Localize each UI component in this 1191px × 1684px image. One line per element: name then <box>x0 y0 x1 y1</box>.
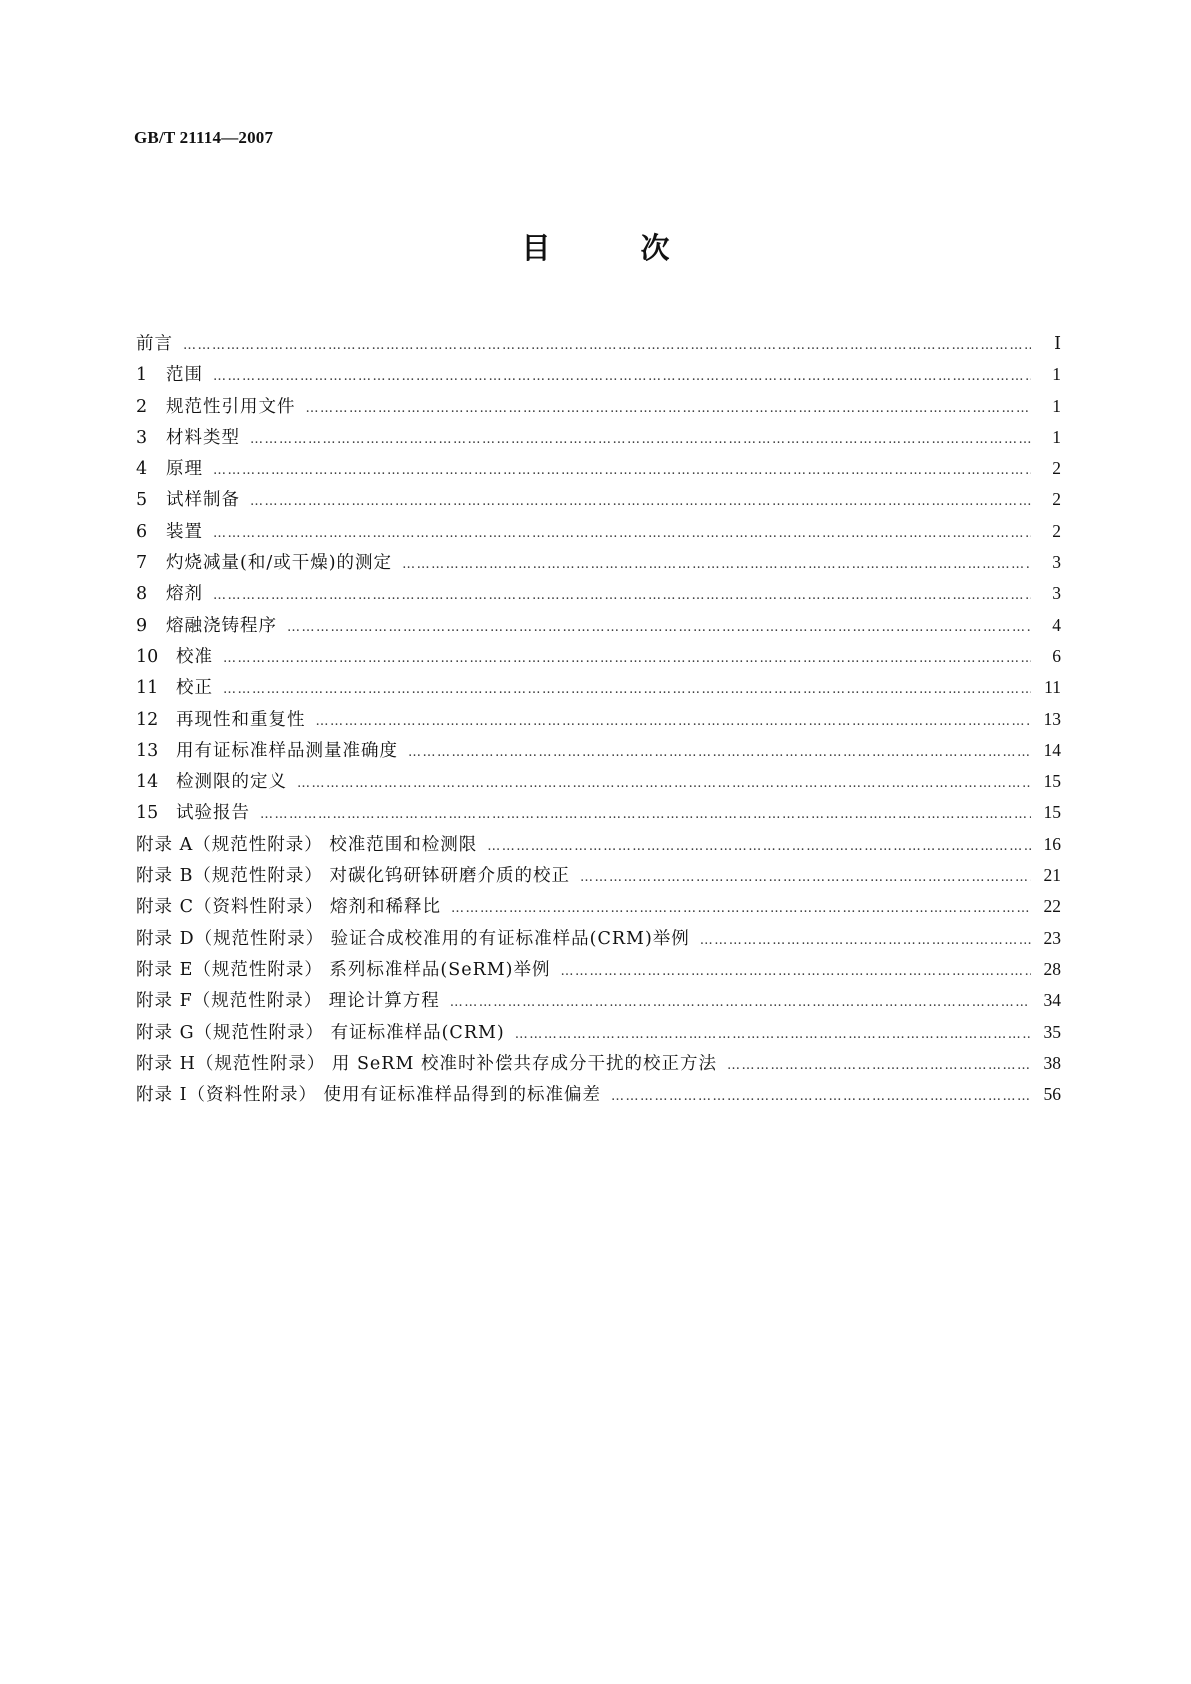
toc-entry[interactable] <box>136 1050 1061 1081</box>
toc-entry-number: 13 <box>136 740 159 761</box>
toc-entry-page: 23 <box>1043 927 1061 948</box>
toc-entry[interactable] <box>136 612 1061 643</box>
table-of-contents <box>136 330 1061 1112</box>
toc-entry-label <box>136 393 296 418</box>
toc-entry-text: 用有证标准样品测量准确度 <box>176 740 398 761</box>
toc-entry-number: 3 <box>136 427 148 448</box>
toc-entry[interactable] <box>136 893 1061 924</box>
toc-entry-text: 前言 <box>136 334 173 354</box>
toc-entry-label <box>136 831 477 856</box>
toc-entry-page: 11 <box>1044 677 1061 698</box>
toc-leader-dots <box>213 463 1031 478</box>
toc-entry-text: 灼烧减量(和/或干燥)的测定 <box>166 553 393 574</box>
toc-entry-label <box>136 549 392 574</box>
toc-entry-page: 15 <box>1043 771 1061 792</box>
toc-leader-dots <box>213 588 1031 603</box>
toc-entry-text: 试样制备 <box>166 490 240 511</box>
standard-code: GB/T 21114—2007 <box>134 128 274 147</box>
toc-entry-label <box>136 893 441 918</box>
toc-entry[interactable] <box>136 393 1061 424</box>
toc-entry-page: 16 <box>1043 833 1061 854</box>
toc-entry-label <box>136 706 306 731</box>
toc-entry-text: 范围 <box>166 365 203 386</box>
toc-entry-text: 附录 A（规范性附录） 校准范围和检测限 <box>136 834 478 855</box>
toc-entry[interactable] <box>136 518 1061 549</box>
toc-entry-label <box>136 799 250 824</box>
toc-entry[interactable] <box>136 424 1061 455</box>
toc-entry-page: 1 <box>1052 395 1061 416</box>
toc-entry-number: 9 <box>136 615 148 636</box>
toc-entry[interactable] <box>136 330 1061 361</box>
toc-entry-label <box>136 1050 717 1075</box>
toc-entry-label <box>136 424 240 449</box>
toc-entry-page: 38 <box>1043 1052 1061 1073</box>
toc-entry-page: 28 <box>1043 958 1061 979</box>
toc-entry-number: 2 <box>136 396 148 417</box>
toc-entry[interactable] <box>136 1019 1061 1050</box>
toc-entry-text: 规范性引用文件 <box>166 396 296 417</box>
toc-entry[interactable] <box>136 674 1061 705</box>
toc-entry-label <box>136 643 213 668</box>
toc-entry[interactable] <box>136 956 1061 987</box>
toc-entry[interactable] <box>136 486 1061 517</box>
toc-entry-page: 22 <box>1043 896 1061 917</box>
toc-entry-label <box>136 580 203 605</box>
toc-entry-number: 8 <box>136 584 148 605</box>
toc-entry[interactable] <box>136 1081 1061 1112</box>
toc-leader-dots <box>700 933 1031 948</box>
toc-leader-dots <box>487 839 1031 854</box>
toc-leader-dots <box>223 651 1031 666</box>
toc-entry-label <box>136 737 398 762</box>
toc-entry-text: 装置 <box>166 521 203 542</box>
toc-entry-page: 3 <box>1052 583 1061 604</box>
toc-entry[interactable] <box>136 549 1061 580</box>
toc-entry-number: 4 <box>136 459 148 480</box>
toc-leader-dots <box>316 714 1032 729</box>
toc-entry-number: 10 <box>136 646 159 667</box>
toc-leader-dots <box>408 745 1031 760</box>
toc-leader-dots <box>213 369 1031 384</box>
toc-entry-page: 15 <box>1043 802 1061 823</box>
toc-leader-dots <box>223 682 1031 697</box>
toc-entry-page: 2 <box>1052 489 1061 510</box>
toc-entry[interactable] <box>136 580 1061 611</box>
toc-entry-text: 材料类型 <box>166 427 240 448</box>
toc-entry-number: 7 <box>136 553 148 574</box>
toc-entry-label <box>136 330 173 355</box>
toc-entry-number: 6 <box>136 521 148 542</box>
toc-entry[interactable] <box>136 862 1061 893</box>
toc-entry-page: 35 <box>1043 1021 1061 1042</box>
toc-entry-number: 5 <box>136 490 148 511</box>
toc-entry-page: 2 <box>1052 520 1061 541</box>
toc-entry-label <box>136 486 240 511</box>
toc-entry-page: 34 <box>1043 990 1061 1011</box>
toc-entry-page: 1 <box>1052 426 1061 447</box>
toc-leader-dots <box>250 432 1031 447</box>
toc-entry-text: 校正 <box>176 678 213 699</box>
toc-leader-dots <box>561 964 1032 979</box>
toc-entry-text: 校准 <box>176 646 213 667</box>
toc-entry-text: 附录 D（规范性附录） 验证合成校准用的有证标准样品(CRM)举例 <box>136 928 690 949</box>
toc-leader-dots <box>306 401 1032 416</box>
toc-entry-text: 试验报告 <box>176 803 250 824</box>
toc-entry[interactable] <box>136 737 1061 768</box>
toc-entry-label <box>136 956 551 981</box>
toc-entry-text: 熔剂 <box>166 584 203 605</box>
toc-leader-dots <box>183 338 1031 353</box>
toc-entry-label <box>136 768 287 793</box>
toc-leader-dots <box>580 870 1031 885</box>
toc-leader-dots <box>213 526 1031 541</box>
toc-entry-text: 附录 I（资料性附录） 使用有证标准样品得到的标准偏差 <box>136 1085 602 1106</box>
toc-entry-label <box>136 987 440 1012</box>
toc-entry[interactable] <box>136 831 1061 862</box>
page-title: 目 次 <box>521 231 710 265</box>
toc-entry[interactable] <box>136 987 1061 1018</box>
toc-entry-label <box>136 455 203 480</box>
toc-leader-dots <box>727 1058 1031 1073</box>
toc-entry-page: 13 <box>1043 708 1061 729</box>
toc-entry-page: 1 <box>1052 364 1061 385</box>
toc-entry-page: 56 <box>1043 1084 1061 1105</box>
toc-leader-dots <box>250 494 1031 509</box>
toc-entry-page: 4 <box>1052 614 1061 635</box>
toc-entry-label <box>136 361 203 386</box>
toc-entry-page: Ⅰ <box>1054 333 1061 353</box>
toc-entry[interactable] <box>136 455 1061 486</box>
toc-entry-text: 附录 F（规范性附录） 理论计算方程 <box>136 991 440 1012</box>
toc-entry[interactable] <box>136 925 1061 956</box>
toc-entry-text: 附录 C（资料性附录） 熔剂和稀释比 <box>136 897 442 918</box>
toc-entry-label <box>136 1019 505 1044</box>
toc-entry-label <box>136 862 570 887</box>
toc-leader-dots <box>260 807 1031 822</box>
toc-entry-number: 14 <box>136 772 159 793</box>
toc-entry-text: 附录 G（规范性附录） 有证标准样品(CRM) <box>136 1022 505 1043</box>
toc-entry[interactable] <box>136 768 1061 799</box>
toc-leader-dots <box>297 776 1031 791</box>
toc-entry[interactable] <box>136 643 1061 674</box>
toc-entry[interactable] <box>136 706 1061 737</box>
toc-leader-dots <box>611 1089 1031 1104</box>
toc-entry-number: 11 <box>136 678 159 699</box>
toc-leader-dots <box>515 1027 1031 1042</box>
toc-entry-page: 14 <box>1043 739 1061 760</box>
toc-entry-page: 3 <box>1052 552 1061 573</box>
toc-entry-text: 附录 H（规范性附录） 用 SeRM 校准时补偿共存成分干扰的校正方法 <box>136 1053 717 1074</box>
toc-entry-text: 检测限的定义 <box>176 772 287 793</box>
toc-leader-dots <box>451 901 1031 916</box>
toc-leader-dots <box>402 557 1031 572</box>
toc-entry-text: 附录 E（规范性附录） 系列标准样品(SeRM)举例 <box>136 959 551 980</box>
toc-entry-text: 再现性和重复性 <box>176 709 306 730</box>
toc-leader-dots <box>450 995 1031 1010</box>
toc-entry-page: 2 <box>1052 458 1061 479</box>
toc-entry[interactable] <box>136 361 1061 392</box>
toc-entry-number: 12 <box>136 709 159 730</box>
toc-leader-dots <box>287 620 1031 635</box>
toc-entry-text: 原理 <box>166 459 203 480</box>
toc-entry-number: 15 <box>136 803 159 824</box>
toc-entry-number: 1 <box>136 365 148 386</box>
toc-entry-label <box>136 1081 601 1106</box>
toc-entry-label <box>136 612 277 637</box>
toc-entry[interactable] <box>136 799 1061 830</box>
toc-entry-text: 附录 B（规范性附录） 对碳化钨研钵研磨介质的校正 <box>136 866 570 887</box>
toc-entry-label <box>136 518 203 543</box>
toc-entry-text: 熔融浇铸程序 <box>166 615 277 636</box>
toc-entry-label <box>136 925 690 950</box>
toc-entry-page: 21 <box>1043 865 1061 886</box>
toc-entry-label <box>136 674 213 699</box>
toc-entry-page: 6 <box>1052 645 1061 666</box>
